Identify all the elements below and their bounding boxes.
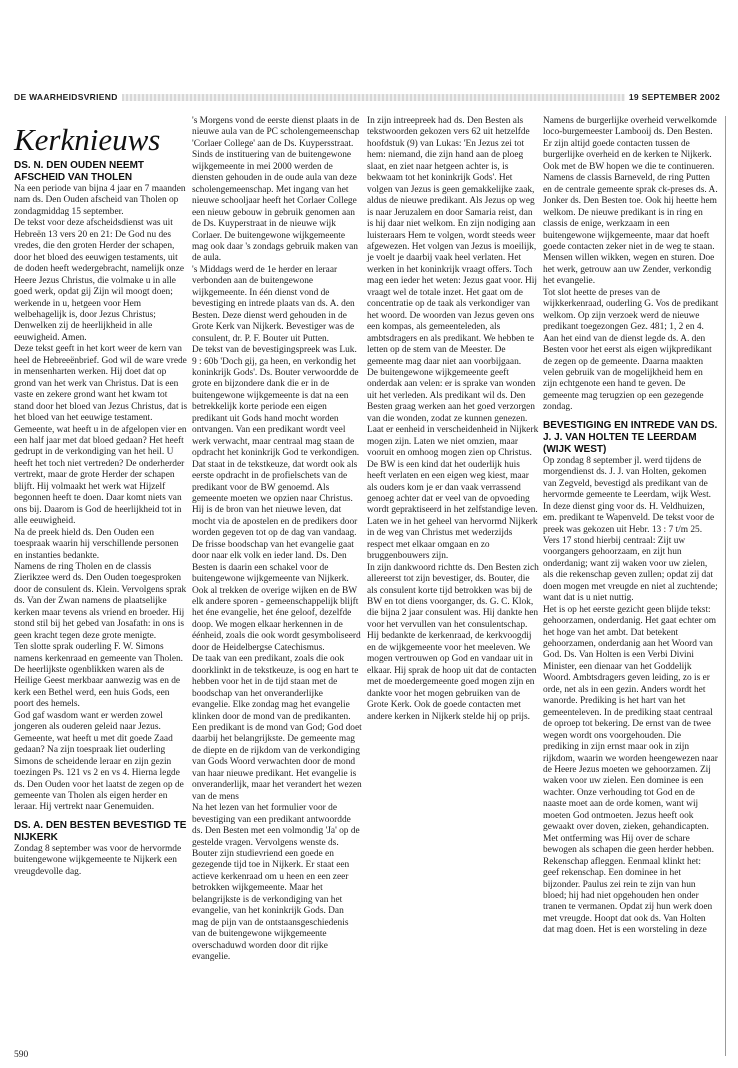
article1-paragraph: De tekst voor deze afscheidsdienst was uit Hebreën 13 vers 20 en 21: De God nu des vredes, die den groten Herder der schapen, door het bloed des eeuwigen testaments, uit de doden heeft wedergebracht, namelijk onze Heere Jezus Christus, die volmake u in alle goed werk, opdat gij Zijn wil moogt doen; werkende in u, hetgeen voor Hem welbehagelijk is, door Jezus Christus; Denwelken zij de heerlijkheid in alle eeuwigheid. Amen. — [14, 218, 185, 343]
column-4 — [543, 116, 719, 937]
article3-heading: BEVESTIGING EN INTREDE VAN DS. J. J. VAN HOLTEN TE LEERDAM (WIJK WEST) — [543, 419, 718, 455]
article1-paragraph: Na de preek hield ds. Den Ouden een toespraak waarin hij verschillende personen en instanties bedankte. — [14, 527, 179, 561]
article2-paragraph: In zijn dankwoord richtte ds. Den Besten zich allereerst tot zijn bevestiger, ds. Bouter, die als consulent korte tijd betrokken was bij de BW en tot diens voorganger, ds. G. C. Klok, die bijna 2 jaar consulent was. Hij dankte hen voor het vervullen van het consulentschap. Hij bedankte de kerkenraad, de kerkvoogdij en de wijkgemeente voor het meeleven. We mogen vertrouwen op God en vandaar uit in elkaar. Hij sprak de hoop uit dat de contacten met de moedergemeente goed mogen zijn en dankte voor het mogen gebruiken van de Grote Kerk. Ook de goede contacten met andere kerken in Nijkerk stelde hij op prijs. — [367, 562, 539, 722]
article1-paragraph: Namens de ring Tholen en de classis Zierikzee werd ds. Den Ouden toegesproken door de consulent ds. Klein. Vervolgens sprak ds. Van der Zwan namens de plaatselijke kerken maar tevens als vriend en broeder. Hij stond stil bij het gebed van Josafath: in ons is geen kracht tegen deze grote menigte. — [14, 561, 187, 641]
column-1 — [14, 116, 188, 878]
article1-paragraph: God gaf wasdom want er werden zowel jongeren als ouderen geleid naar Jezus. Gemeente, wat heeft u met dit goede Zaad gedaan? Na zijn toespraak liet ouderling Simons de scheidende leraar en zijn gezin toezingen Ps. 121 vs 2 en vs 4. Hierna legde ds. Den Ouden voor het laatst de zegen op de gemeente van Tholen als eigen herder en leraar. Hij vertrekt naar Genemuiden. — [14, 710, 184, 813]
right-edge-rule — [725, 116, 726, 1056]
article2-paragraph: De tekst van de bevestigingspreek was Luk. 9 : 60b 'Doch gij, ga heen, en verkondig het koninkrijk Gods'. Ds. Bouter verwoordde de grote en bijzondere dank die er in de buitengewone wijkgemeente is dat na een betrekkelijk korte periode een eigen predikant uit Gods hand mocht worden ontvangen. Van een predikant wordt veel werk verwacht, maar centraal mag staan de opdracht het koninkrijk God te verkondigen. Dat staat in de tekstkeuze, dat wordt ook als eerste opdracht in de profielschets van de predikant voor de BW genoemd. Als gemeente moeten we opzien naar Christus. Hij is de bron van het nieuwe leven, dat mocht via de apostelen en de predikers door worden gegeven tot op de dag van vandaag. De frisse boodschap van het evangelie gaat door naar elk volk en ieder land. Ds. Den Besten is daarin een schakel voor de buitengewone wijkgemeente van Nijkerk. Ook al trekken de overige wijken en de BW elk andere sporen - gemeenschappelijk blijft het éne evangelie, het éne geloof, dezelfde doop. We mogen elkaar herkennen in de éénheid, zoals die ook wordt gesymboliseerd door de Heidelbergse Catechismus. — [192, 345, 361, 653]
article2-paragraph: In zijn intreepreek had ds. Den Besten als tekstwoorden gekozen vers 62 uit hetzelfde hoofdstuk (9) van Lukas: 'En Jezus zei tot hem: niemand, die zijn hand aan de ploeg slaat, en ziet naar hetgeen achter is, is bekwaam tot het koninkrijk Gods'. Het volgen van Jezus is geen gemakkelijke zaak, aldus de nieuwe predikant. Als Jezus op weg is naar Jeruzalem en door Samaria reist, dan is hij daar niet welkom. En zijn nodiging aan luisteraars Hem te volgen, wordt steeds weer afgewezen. Het volgen van Jezus is moeilijk, je voelt je daarbij vaak heel verlaten. Het werken in het koninkrijk vraagt offers. Toch mag een ieder het weten: Jezus gaat voor. Hij vraagt wel de totale inzet. Het gaat om de concentratie op de taak als verkondiger van het woord. De woorden van Jezus geven ons een kompas, als gemeenteleden, als ambtsdragers en als predikant. We hebben te letten op de stem van de Meester. De gemeente mag daar niet aan voorbijgaan. — [367, 116, 537, 367]
section-title: Kerknieuws — [14, 122, 161, 157]
issue-date: 19 SEPTEMBER 2002 — [625, 92, 720, 102]
article1-paragraph: Ten slotte sprak ouderling F. W. Simons namens kerkenraad en gemeente van Tholen. De heerlijkste ogenblikken waren als de Heilige Geest merkbaar aanwezig was en de kerk een Bethel werd, een huis Gods, een poort des hemels. — [14, 642, 184, 710]
article2-paragraph: De taak van een predikant, zoals die ook doorklinkt in de tekstkeuze, is oog en hart te hebben voor het in de tijd staan met de boodschap van het onveranderlijke evangelie. Elke zondag mag het evangelie klinken door de mond van de predikanten. Een predikant is de mond van God; God doet daarbij het belangrijkste. De gemeente mag de diepte en de rijkdom van de verkondiging van Gods Woord verwachten door de mond van haar nieuwe predikant. Het evangelie is onveranderlijk, maar het verandert het wezen van de mens — [192, 654, 362, 802]
article2-heading: DS. A. DEN BESTEN BEVESTIGD TE NIJKERK — [14, 819, 187, 843]
article2-paragraph: Zondag 8 september was voor de hervormde buitengewone wijkgemeente te Nijkerk een vreugdevolle dag. — [14, 843, 182, 877]
article2-paragraph: De buitengewone wijkgemeente geeft onderdak aan velen: er is sprake van wonden uit het verleden. Als predikant wil ds. Den Besten graag werken aan het goed verzorgen van die wonden, zodat ze kunnen genezen. Laat er eenheid in verscheidenheid in Nijkerk mogen zijn. Laten we niet omzien, maar vooruit en omhoog mogen zien op Christus. De BW is een kind dat het ouderlijk huis heeft verlaten en een eigen weg kiest, maar als ouders kom je er dan vaak verrassend genoeg achter dat er veel van de opvoeding wordt gepraktiseerd in het zelfstandige leven. — [367, 367, 539, 516]
article1-paragraph: Na een periode van bijna 4 jaar en 7 maanden nam ds. Den Ouden afscheid van Tholen op zondagmiddag 15 september. — [14, 184, 186, 217]
article2-paragraph: Namens de burgerlijke overheid verwelkomde loco-burgemeester Lambooij ds. Den Besten. Er zijn altijd goede contacten tussen de burgerlijke overheid en de kerken te Nijkerk. Ook met de BW hopen we die te continueren. Namens de classis Barneveld, de ring Putten en de centrale gemeente sprak ck-preses ds. A. Jonker ds. Den Besten toe. Ook hij heette hem welkom. De nieuwe predikant is in ring en classis de enige, werkzaam in een buitengewone wijkgemeente, maar dat hoeft goede contacten zeker niet in de weg te staan. Mensen willen wikken, wegen en sturen. Doe het werk, getrouw aan uw Zender, verkondig het evangelie. — [543, 116, 718, 287]
column-2 — [192, 116, 362, 964]
article1-paragraph: Deze tekst geeft in het kort weer de kern van heel de Hebreeënbrief. God wil de ware vrede in mensenharten werken. Hij doet dat op grond van het werk van Christus. Dat is een vaste en zekere grond want het kwam tot stand door het bloed van Jezus Christus, dat is het bloed van het eeuwige testament. Gemeente, wat heeft u in de afgelopen vier en een half jaar met dat bloed gedaan? Het heeft gedrupt in de verkondiging van het heil. U heeft het toch niet vertreden? De onderherder vertrekt, maar de grote Herder der schapen blijft. Hij volmaakt het werk wat Hijzelf begonnen heeft te doen. Daar komt niets van ons bij. Daarom is God de heerlijkheid tot in alle eeuwigheid. — [14, 344, 188, 527]
article2-paragraph: Laten we in het geheel van hervormd Nijkerk in de weg van Christus met wederzijds respect met elkaar omgaan en zo bruggenbouwers zijn. — [367, 516, 538, 562]
article2-paragraph: 's Middags werd de 1e herder en leraar verbonden aan de buitengewone wijkgemeente. In één dienst vond de bevestiging en intrede plaats van ds. A. den Besten. Deze dienst werd gehouden in de Grote Kerk van Nijkerk. Bevestiger was de consulent, dr. P. F. Bouter uit Putten. — [192, 264, 355, 344]
article2-paragraph: Tot slot heette de preses van de wijkkerkenraad, ouderling G. Vos de predikant welkom. Op zijn verzoek werd de nieuwe predikant toegezongen Gez. 481; 1, 2 en 4. Aan het eind van de dienst legde ds. A. den Besten voor het eerst als eigen wijkpredikant de zegen op de gemeente. Daarna maakten velen gebruik van de mogelijkheid hem en zijn echtgenote een hand te geven. De gemeente mag terugzien op een gezegende zondag. — [543, 287, 719, 413]
article1-heading: DS. N. DEN OUDEN NEEMT AFSCHEID VAN THOLEN — [14, 160, 145, 183]
publication-name: DE WAARHEIDSVRIEND — [14, 92, 122, 102]
running-header — [14, 92, 720, 105]
page-number: 590 — [14, 1050, 29, 1060]
article3-paragraph: Op zondag 8 september jl. werd tijdens de morgendienst ds. J. J. van Holten, gekomen van Zegveld, bevestigd als predikant van de hervormde gemeente te Leerdam, wijk West. In deze dienst ging voor ds. H. Veldhuizen, em. predikant te Wapenveld. De tekst voor de preek was gekozen uit Hebr. 13 : 7 t/m 25. Vers 17 stond hierbij centraal: Zijt uw voorgangers gehoorzaam, en zijt hun onderdanig; want zij waken voor uw zielen, als die rekenschap geven zullen; opdat zij dat doen mogen met vreugde en niet al zuchtende; want dat is u niet nuttig. — [543, 455, 718, 604]
article2-paragraph: 's Morgens vond de eerste dienst plaats in de nieuwe aula van de PC scholengemeenschap 'Corlaer College' aan de Ds. Kuypersstraat. Sinds de instituering van de buitengewone wijkgemeente in mei 2000 werden de diensten gehouden in de oude aula van deze scholengemeenschap. Met ingang van het nieuwe schooljaar heeft het Corlaer College een nieuw gebouw in gebruik genomen aan de Ds. Kuyperstraat in de nieuwe wijk Corlaer. De buitengewone wijkgemeente mag ook daar 's zondags gebruik maken van de aula. — [192, 116, 360, 264]
column-3 — [367, 116, 539, 723]
article2-paragraph: Na het lezen van het formulier voor de bevestiging van een predikant antwoordde ds. Den Besten met een volmondig 'Ja' op de gestelde vragen. Vervolgens wenste ds. Bouter zijn studievriend een goede en gezegende tijd toe in Nijkerk. Er staat een actieve kerkenraad om u heen en een zeer betrokken wijkgemeente. Maar het belangrijkste is de verkondiging van het evangelie, van het koninkrijk Gods. Dan mag de pijn van de ontstaansgeschiedenis van de buitengewone wijkgemeente overschaduwd worden door dit rijke evangelie. — [192, 803, 360, 963]
article3-paragraph: Het is op het eerste gezicht geen blijde tekst: gehoorzamen, onderdanig. Het gaat echter om het hoge van het ambt. Dat betekent gehoorzamen, onderdanig aan het Woord van God. Ds. Van Holten is een Verbi Divini Minister, een dienaar van het Goddelijk Woord. Ambtsdragers geven leiding, zo is er orde, net als in een gezin. Anders wordt het wanorde. Prediking is het hart van het gemeenteleven. In de prediking staat centraal de oproep tot bekering. De ernst van de twee wegen wordt ons voorgehouden. Die prediking in zijn ernst maar ook in zijn rijkdom, waarin we worden heengewezen naar de Heere Jezus moeten we gehoorzamen. Zij waken voor uw zielen. Een dominee is een wachter. Onze verhouding tot God en de naaste moet aan de orde komen, want wij moeten God ontmoeten. Jezus heeft ook gewaakt over doven, zieken, gehandicapten. Met ontferming was Hij over de schare bewogen als schapen die geen herder hebben. Rekenschap afleggen. Eenmaal klinkt het: geef rekenschap. Een dominee in het bijzonder. Paulus zei rein te zijn van hun bloed; hij had niet opgehouden hen onder tranen te vermanen. Opdat zij hun werk doen met vreugde. Hoopt dat ook ds. Van Holten dat mag doen. Het is een worsteling in deze — [543, 604, 718, 936]
